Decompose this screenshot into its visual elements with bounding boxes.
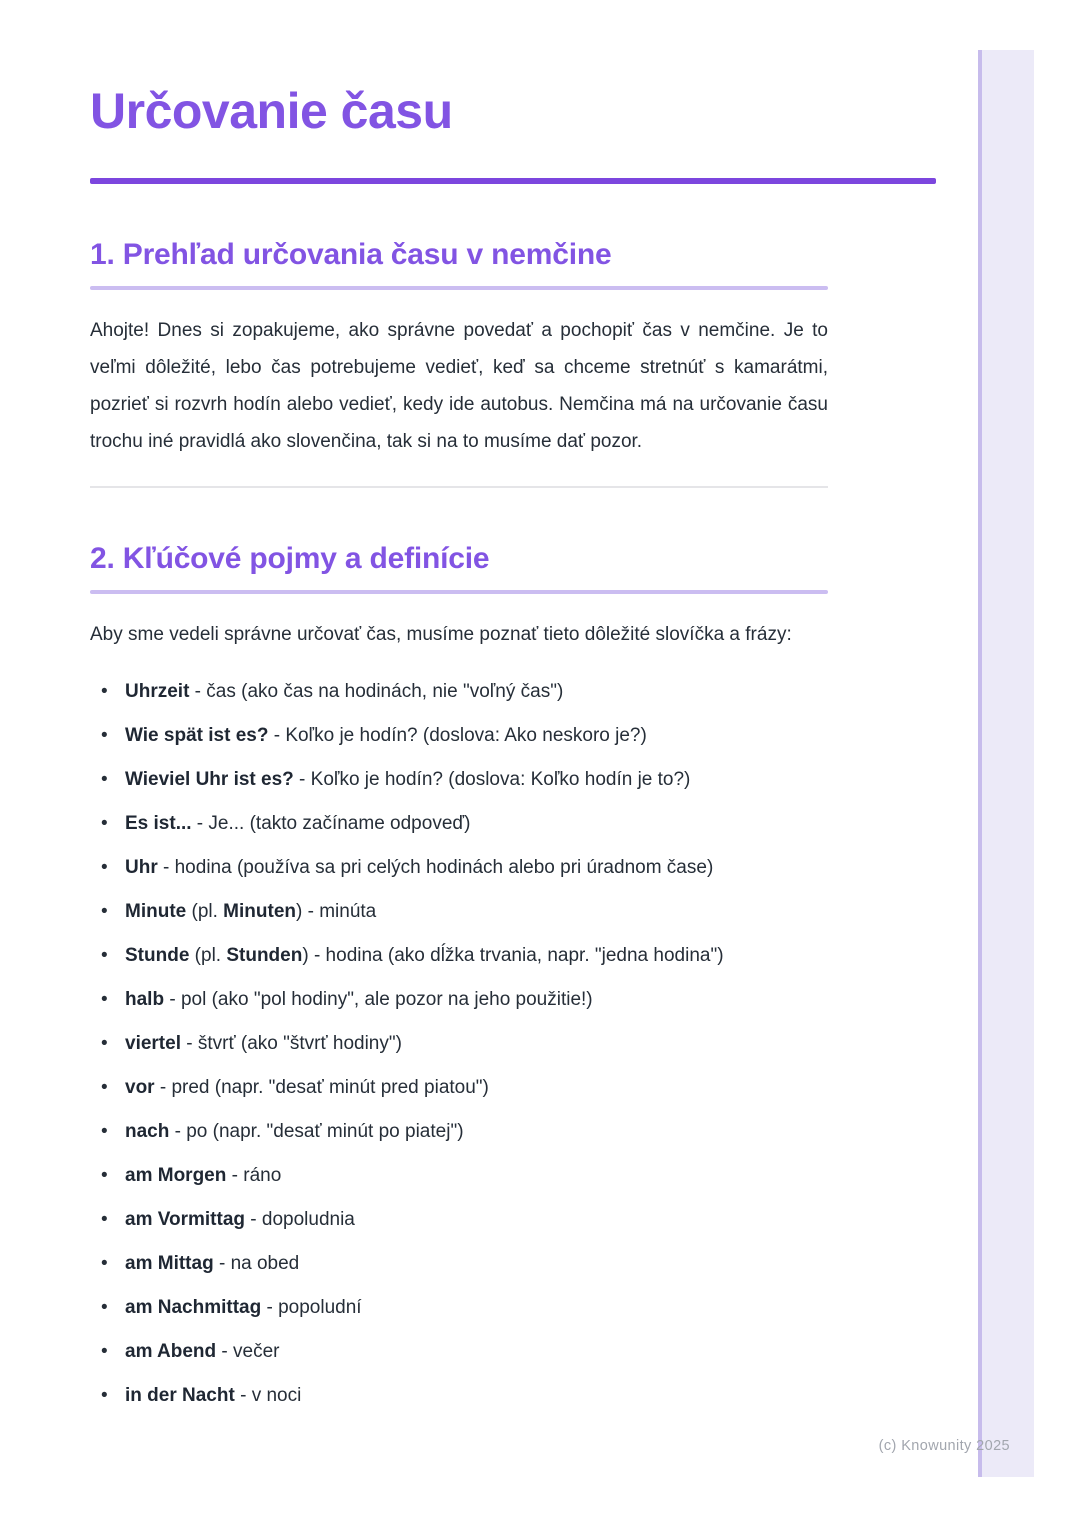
section-2-underline — [90, 590, 828, 594]
term: am Nachmittag — [125, 1297, 262, 1318]
definition: - popoludní — [261, 1297, 362, 1318]
definition: - po (napr. "desať minút po piatej") — [169, 1121, 464, 1142]
list-item — [90, 679, 828, 705]
definition: - večer — [216, 1341, 280, 1362]
definition: (pl. — [189, 945, 227, 966]
term: vor — [125, 1077, 155, 1098]
definition: - ráno — [226, 1165, 282, 1186]
section-1-paragraph: Ahojte! Dnes si zopakujeme, ako správne povedať a pochopiť čas v nemčine. Je to veľmi dôležité, lebo čas potrebujeme vedieť, keď sa chceme stretnúť s kamarátmi, pozrieť si rozvrh hodín alebo vedieť, kedy ide autobus. Nemčina má na určovanie času trochu iné pravidlá ako slovenčina, tak si na to musíme dať pozor. — [90, 320, 828, 452]
section-divider — [90, 486, 828, 488]
term: viertel — [125, 1033, 181, 1054]
list-item — [90, 1031, 828, 1057]
section-1-underline — [90, 286, 828, 290]
term: Uhrzeit — [125, 681, 190, 702]
list-item — [90, 899, 828, 925]
term: am Abend — [125, 1341, 217, 1362]
list-item — [90, 1251, 828, 1277]
list-item — [90, 855, 828, 881]
list-item — [90, 1075, 828, 1101]
definition: - pred (napr. "desať minút pred piatou") — [154, 1077, 489, 1098]
term: Uhr — [125, 857, 158, 878]
definition: ) - minúta — [296, 901, 377, 922]
list-item — [90, 1119, 828, 1145]
definition: - Koľko je hodín? (doslova: Koľko hodín je to?) — [293, 769, 691, 790]
definition: - štvrť (ako "štvrť hodiny") — [180, 1033, 402, 1054]
section-2-paragraph: Aby sme vedeli správne určovať čas, musíme poznať tieto dôležité slovíčka a frázy: — [90, 624, 792, 645]
definition: - na obed — [213, 1253, 300, 1274]
term: Stunden — [226, 945, 303, 966]
definition: - dopoludnia — [245, 1209, 355, 1230]
page-title: Určovanie času — [90, 83, 453, 139]
definition: - Koľko je hodín? (doslova: Ako neskoro je?) — [268, 725, 647, 746]
list-item — [90, 1383, 828, 1409]
list-item — [90, 723, 828, 749]
list-item — [90, 943, 828, 969]
copyright-note: (c) Knowunity 2025 — [878, 1438, 1010, 1454]
term: Es ist... — [125, 813, 192, 834]
definition: (pl. — [186, 901, 224, 922]
list-item — [90, 1207, 828, 1233]
term: Wieviel Uhr ist es? — [125, 769, 294, 790]
term: nach — [125, 1121, 170, 1142]
term: Stunde — [125, 945, 190, 966]
term: Wie spät ist es? — [125, 725, 269, 746]
definition: - Je... (takto začíname odpoveď) — [191, 813, 471, 834]
definition: - pol (ako "pol hodiny", ale pozor na jeho použitie!) — [164, 989, 593, 1010]
term: am Mittag — [125, 1253, 214, 1274]
section-2-heading: 2. Kľúčové pojmy a definície — [90, 542, 490, 575]
list-item — [90, 1339, 828, 1365]
definition: - čas (ako čas na hodinách, nie "voľný čas") — [189, 681, 564, 702]
section-key-terms — [90, 541, 936, 1409]
definition: ) - hodina (ako dĺžka trvania, napr. "jedna hodina") — [302, 945, 724, 966]
section-1-heading: 1. Prehľad určovania času v nemčine — [90, 238, 612, 271]
term: Minuten — [223, 901, 296, 922]
term: in der Nacht — [125, 1385, 235, 1406]
term: am Morgen — [125, 1165, 227, 1186]
definition: - hodina (používa sa pri celých hodinách alebo pri úradnom čase) — [157, 857, 714, 878]
list-item — [90, 987, 828, 1013]
list-item — [90, 811, 828, 837]
term: halb — [125, 989, 165, 1010]
document-content — [90, 0, 936, 1427]
term: am Vormittag — [125, 1209, 246, 1230]
definition: - v noci — [234, 1385, 302, 1406]
key-terms-list — [90, 679, 828, 1409]
list-item — [90, 767, 828, 793]
page-side-stripe — [978, 50, 1034, 1477]
term: Minute — [125, 901, 187, 922]
title-rule — [90, 178, 936, 184]
section-overview — [90, 237, 936, 460]
list-item — [90, 1295, 828, 1321]
list-item — [90, 1163, 828, 1189]
